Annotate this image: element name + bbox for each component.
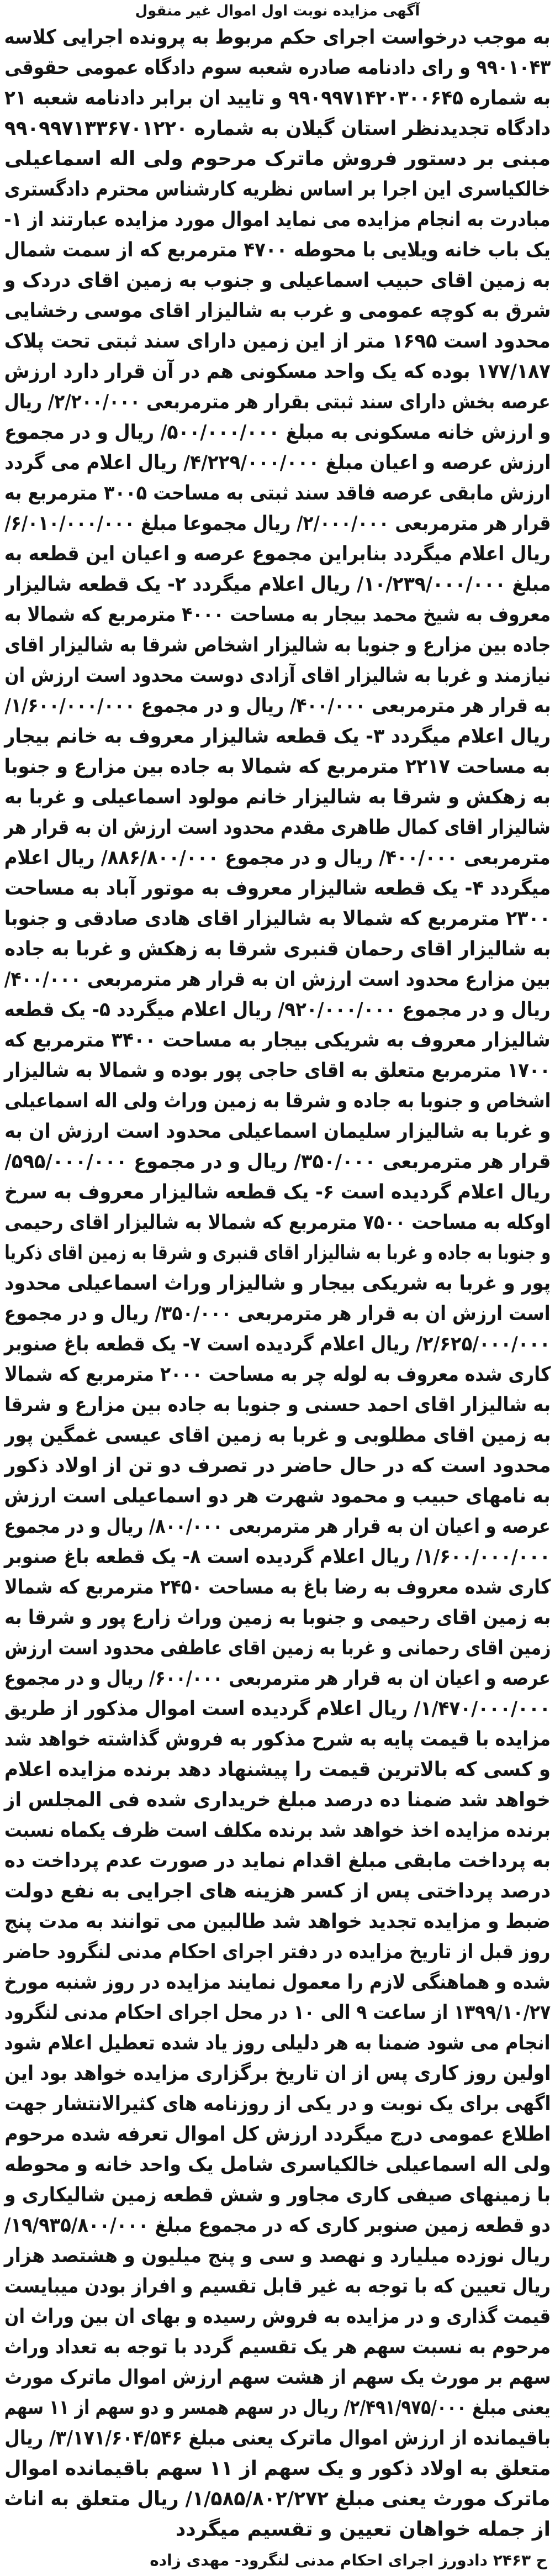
notice-line: ۲/۶۲۵/۰۰۰/۰۰۰/ ریال اعلام گردیده است ۷- یک قطعه باغ صنوبر <box>4 1333 551 1355</box>
notice-line: به زهکش و شرقا به شالیزار خانم مولود اسماعیلی و غربا به <box>4 786 551 808</box>
notice-line: دو قطعه زمین صنوبر کاری که در مجموع مبلغ ۱۹/۹۳۵/۸۰۰/۰۰۰/ <box>4 2214 551 2237</box>
notice-line: جاده بین مزارع و جنوبا به شالیزار اشخاص شرقا به شالیزار اقای <box>4 634 551 656</box>
notice-line: و ارزش خانه مسکونی به مبلغ ۵۰۰/۰۰۰/۰۰۰/ ریال و در مجموع <box>4 421 551 444</box>
notice-line: ریال اعلام میگردد ۳- یک قطعه شالیزار معروف به خانم بیجار <box>4 725 551 748</box>
notice-line: یک باب خانه ویلایی با محوطه ۴۷۰۰ مترمربع که از سمت شمال <box>4 239 551 261</box>
notice-line: کاری شده معروف به رضا باغ به مساحت ۲۴۵۰ مترمربع که شمالا <box>4 1576 551 1599</box>
notice-line: متعلق به اولاد ذکور و یک سهم از ۱۱ سهم باقیمانده اموال <box>4 2457 551 2480</box>
notice-line: قرار هر مترمربعی ۲/۰۰۰/۰۰۰/ ریال مجموعا مبلغ ۶/۰۱۰/۰۰۰/۰۰۰/ <box>4 512 551 535</box>
notice-line: شرق به کوچه عمومی و غرب به شالیزار اقای موسی رخشایی <box>4 299 551 322</box>
notice-line: میگردد ۴- یک قطعه شالیزار معروف به موتور آباد به مساحت <box>4 877 551 900</box>
notice-line: کاری شده معروف به لوله چر به مساحت ۲۰۰۰ مترمربع که شمالا <box>4 1363 551 1386</box>
notice-line: اشخاص و جنوبا به جاده و شرقا به زمین وراث ولی اله اسماعیلی <box>4 1090 551 1112</box>
notice-line: ارزش عرصه و اعیان مبلغ ۴/۲۲۹/۰۰۰/۰۰۰/ ریال اعلام می گردد <box>4 451 551 474</box>
notice-line: عرصه و اعیان ان به قرار هر مترمربعی ۶۰۰/۰۰۰/ ریال و در مجموع <box>4 1667 551 1690</box>
notice-line: ۱۳۹۹/۱۰/۲۷ از ساعت ۹ الی ۱۰ در محل اجرای احکام مدنی لنگرود <box>4 2001 551 2024</box>
notice-line: ریال تعیین که با توجه به غیر قابل تقسیم و افراز بودن میبایست <box>4 2275 551 2298</box>
notice-line: به نامهای حبیب و محمود شهرت هر دو اسماعیلی است ارزش <box>4 1485 551 1507</box>
notice-line: خالکیاسری این اجرا بر اساس نظریه کارشناس محترم دادگستری <box>4 178 551 201</box>
notice-line: دادگاه تجدیدنظر استان گیلان به شماره ۹۹۰۹۹۷۱۳۳۶۷۰۱۲۲۰ <box>4 117 551 140</box>
notice-line: بین مزارع محدود است ارزش ان به قرار هر مترمربعی ۴۰۰/۰۰۰/ <box>4 968 551 991</box>
notice-line: مزایده با قیمت پایه به شرح مذکور به فروش گذاشته خواهد شد <box>4 1728 551 1750</box>
notice-line: و جنوبا به جاده و غربا به شالیزار اقای قنبری و شرقا به زمین اقای ذکریا <box>4 1242 551 1264</box>
notice-body <box>0 22 555 2545</box>
notice-line: قیمت گذاری و در مزایده به فروش رسیده و بهای ان بین وراث ان <box>4 2305 551 2328</box>
notice-line: از جمله خواهان تعیین و تقسیم میگردد <box>175 2518 551 2541</box>
notice-line: محدود است که در حال حاضر در تصرف دو تن از اولاد ذکور <box>4 1454 551 1477</box>
notice-line: و غربا به شالیزار سلیمان اسماعیلی محدود است ارزش ان به <box>4 1120 551 1143</box>
notice-line: خواهد شد ضمنا ده درصد مبلغ خریداری شده فی المجلس از <box>4 1789 551 1811</box>
notice-line: است ارزش ان به قرار هر مترمربعی ۳۵۰/۰۰۰/ ریال و در مجموع <box>4 1302 551 1325</box>
notice-line: به پرداخت مابقی مبلغ اقدام نماید در صورت عدم پرداخت ده <box>4 1849 551 1872</box>
notice-line: شالیزار اقای کمال طاهری مقدم محدود است ارزش ان به قرار هر <box>4 816 551 839</box>
notice-line: معروف به شیخ محمد بیجار به مساحت ۴۰۰۰ مترمربع که شمالا به <box>4 603 551 626</box>
notice-line: زمین اقای رحمانی و غربا به زمین اقای عاطفی محدود است ارزش <box>4 1637 551 1659</box>
notice-line: ریال اعلام میگردد بنابراین مجموع عرصه و اعیان این قطعه به <box>4 543 551 565</box>
notice-line: ریال و در مجموع ۹۲۰/۰۰۰/۰۰۰/ ریال اعلام میگردد ۵- یک قطعه <box>4 998 551 1021</box>
notice-title: آگهی مزایده نوبت اول اموال غیر منقول <box>135 3 420 19</box>
notice-line: ۱/۴۷۰/۰۰۰/۰۰۰/ ریال اعلام گردیده است اموال مذکور از طریق <box>4 1697 551 1720</box>
notice-footer: ح ۲۴۶۳ دادورز اجرای احکام مدنی لنگرود- مهدی زاده <box>150 2551 547 2569</box>
notice-line: انجام می شود ضمنا به هر دلیلی روز یاد شده تعطیل اعلام شود <box>4 2032 551 2054</box>
notice-line: مبنی بر دستور فروش ماترک مرحوم ولی اله اسماعیلی <box>4 148 551 170</box>
notice-header <box>0 0 555 22</box>
notice-line: روز قبل از تاریخ مزایده در دفتر اجرای احکام مدنی لنگرود حاضر <box>4 1941 551 1963</box>
notice-line: مبادرت به انجام مزایده می نماید اموال مورد مزایده عبارتند از ۱- <box>4 208 551 231</box>
notice-line: ریال نوزده میلیارد و نهصد و سی و پنج میلیون و هشتصد هزار <box>4 2244 551 2267</box>
notice-line: ضبط و مزایده تجدید خواهد شد طالبین می توانند به مدت پنج <box>4 1910 551 1933</box>
notice-line: ۹۹۰۱۰۴۳ و رای دادنامه صادره شعبه سوم دادگاه عمومی حقوقی <box>4 56 551 79</box>
notice-line: شده و هماهنگی لازم را معمول نمایند مزایده در روز شنبه مورخ <box>4 1971 551 1994</box>
notice-line: مترمربعی ۴۰۰/۰۰۰/ ریال و در مجموع ۸۸۶/۸۰۰/۰۰۰/ ریال اعلام <box>4 847 551 869</box>
notice-line: برنده مزایده اخذ خواهد شد برنده مکلف است ظرف یکماه نسبت <box>4 1819 551 1842</box>
notice-signature-block <box>0 2545 555 2576</box>
notice-line: اولین روز کاری پس از ان تاریخ برگزاری مزایده خواهد بود این <box>4 2062 551 2085</box>
notice-line: به قرار هر مترمربعی ۴۰۰/۰۰۰/ ریال و در مجموع ۱/۶۰۰/۰۰۰/۰۰۰/ <box>4 695 551 717</box>
notice-line: قرار هر مترمربعی ۳۵۰/۰۰۰/ ریال و در مجموع ۵۹۵/۰۰۰/۰۰۰/ <box>4 1150 551 1173</box>
notice-line: اگهی برای یک نوبت و در یکی از روزنامه های کثیرالانتشار جهت <box>4 2093 551 2115</box>
notice-line: مبلغ ۱۰/۲۳۹/۰۰۰/۰۰۰/ ریال اعلام میگردد ۲- یک قطعه شالیزار <box>4 573 551 596</box>
notice-line: به زمین اقای رحیمی و جنوبا به زمین وراث زارع پور و شرقا به <box>4 1606 551 1629</box>
notice-line: ماترک مورث یعنی مبلغ ۱/۵۸۵/۸۰۲/۲۷۲/ ریال متعلق به اناث <box>4 2488 551 2510</box>
notice-line: اطلاع عمومی درج میگردد ارزش کل اموال تعرفه شده مرحوم <box>4 2123 551 2146</box>
notice-line: درصد پرداختی پس از کسر هزینه های اجرایی به نفع دولت <box>4 1880 551 1902</box>
notice-line: مرحوم به نسبت سهم هر یک تقسیم گردد با توجه به تعداد وراث <box>4 2336 551 2358</box>
notice-line: نیازمند و غربا به شالیزار اقای آزادی دوست محدود است ارزش ان <box>4 664 551 687</box>
notice-line: به مساحت ۲۲۱۷ مترمربع که شمالا به جاده بین مزارع و جنوبا <box>4 755 551 778</box>
notice-line: محدود است ۱۶۹۵ متر از این زمین دارای سند ثبتی تحت پلاک <box>4 330 551 353</box>
notice-line: ۲۳۰۰ مترمربع که شمالا به شالیزار اقای هادی صادقی و جنوبا <box>4 907 551 930</box>
notice-line: ارزش مابقی عرصه فاقد سند ثبتی به مساحت ۳۰۰۵ مترمربع به <box>4 482 551 504</box>
notice-line: یعنی مبلغ ۲/۴۹۱/۹۷۵/۰۰۰/ ریال در سهم همسر و دو سهم از ۱۱ سهم <box>4 2396 551 2419</box>
notice-line: ۱۷۰۰ مترمربع متعلق به اقای حاجی پور بوده و شمالا به شالیزار <box>4 1059 551 1082</box>
notice-line: باقیمانده از ارزش اموال ماترک یعنی مبلغ ۳/۱۷۱/۶۰۴/۵۴۶/ ریال <box>4 2427 551 2449</box>
notice-line: به شالیزار اقای رحمان قنبری شرقا به زهکش و غربا به جاده <box>4 938 551 960</box>
notice-line: شالیزار معروف به شریکی بیجار به مساحت ۳۴۰۰ مترمربع که <box>4 1029 551 1052</box>
notice-line: سهم بر مورث یک سهم از هشت سهم ارزش اموال ماترک مورث <box>4 2366 551 2389</box>
notice-line: ۱/۶۰۰/۰۰۰/۰۰۰/ ریال اعلام گردیده است ۸- یک قطعه باغ صنوبر <box>4 1545 551 1568</box>
notice-line: به شماره ۹۹۰۹۹۷۱۴۲۰۳۰۰۶۴۵ و تایید ان برابر دادنامه شعبه ۲۱ <box>4 87 551 109</box>
notice-line: عرصه بخش دارای سند ثبتی بقرار هر مترمربعی ۲/۲۰۰/۰۰۰/ ریال <box>4 391 551 413</box>
notice-line: به زمین اقای حبیب اسماعیلی و جنوب به زمین اقای دردک و <box>4 269 551 292</box>
notice-line: ۱۷۷/۱۸۷ بوده که یک واحد مسکونی هم در آن قرار دارد ارزش <box>4 360 551 383</box>
notice-line: ریال اعلام گردیده است ۶- یک قطعه شالیزار معروف به سرخ <box>4 1181 551 1203</box>
notice-line: و کسی که بالاترین قیمت را پیشنهاد دهد برنده مزایده اعلام <box>4 1758 551 1781</box>
notice-line: ولی اله اسماعیلی خالکیاسری شامل یک واحد خانه و محوطه <box>4 2153 551 2176</box>
notice-line: عرصه و اعیان ان به قرار هر مترمربعی ۸۰۰/۰۰۰/ ریال و در مجموع <box>4 1515 551 1538</box>
notice-line: به زمین اقای مطلوبی و غربا به زمین اقای عیسی غمگین پور <box>4 1424 551 1447</box>
notice-line: با زمینهای صیفی کاری مجاور و شش قطعه زمین شالیکاری و <box>4 2184 551 2206</box>
notice-line: پور و غربا به شریکی بیجار و شالیزار وراث اسماعیلی محدود <box>4 1272 551 1295</box>
notice-line: به شالیزار اقای احمد حسنی و جنوبا به جاده بین مزارع و شرقا <box>4 1394 551 1416</box>
notice-line: اوکله به مساحت ۷۵۰۰ مترمربع که شمالا به شالیزار اقای رحیمی <box>4 1211 551 1234</box>
notice-line: به موجب درخواست اجرای حکم مربوط به پرونده اجرایی کلاسه <box>4 26 551 49</box>
